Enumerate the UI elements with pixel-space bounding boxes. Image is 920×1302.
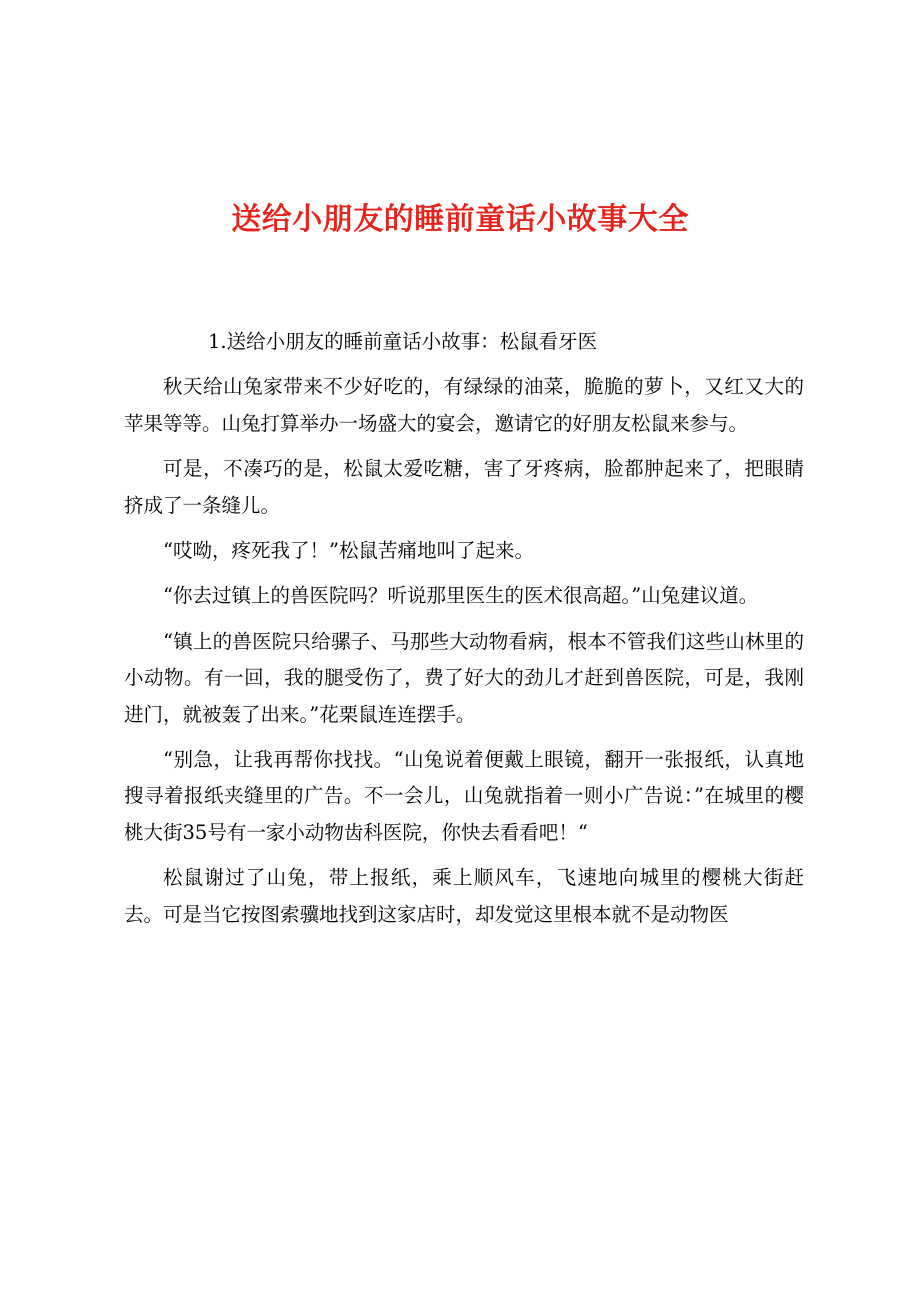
paragraph: “你去过镇上的兽医院吗？听说那里医生的医术很高超。”山兔建议道。 bbox=[163, 584, 759, 608]
document-body bbox=[124, 324, 804, 942]
paragraph: 可是，不凑巧的是，松鼠太爱吃糖，害了牙疼病，脸都肿起来了，把眼睛挤成了一条缝儿。 bbox=[124, 457, 804, 517]
paragraph: 秋天给山兔家带来不少好吃的，有绿绿的油菜，脆脆的萝卜，又红又大的苹果等等。山兔打算举办一场盛大的宴会，邀请它的好朋友松鼠来参与。 bbox=[124, 375, 804, 435]
document-title: 送给小朋友的睡前童话小故事大全 bbox=[231, 202, 689, 237]
paragraph: 松鼠谢过了山兔，带上报纸，乘上顺风车，飞速地向城里的樱桃大街赶去。可是当它按图索骥地找到这家店时，却发觉这里根本就不是动物医 bbox=[124, 866, 804, 926]
paragraph: “哎呦，疼死我了！”松鼠苦痛地叫了起来。 bbox=[163, 539, 534, 563]
paragraph: “镇上的兽医院只给骡子、马那些大动物看病，根本不管我们这些山林里的小动物。有一回，我的腿受伤了，费了好大的劲儿才赶到兽医院，可是，我刚进门，就被轰了出来。”花栗鼠连连摆手。 bbox=[124, 629, 804, 726]
section-heading: 1.送给小朋友的睡前童话小故事：松鼠看牙医 bbox=[208, 330, 598, 353]
paragraph: “别急，让我再帮你找找。“山兔说着便戴上眼镜，翻开一张报纸，认真地搜寻着报纸夹缝里的广告。不一会儿，山兔就指着一则小广告说：”在城里的樱桃大街35号有一家小动物齿科医院，你快去看看吧！“ bbox=[124, 748, 804, 844]
